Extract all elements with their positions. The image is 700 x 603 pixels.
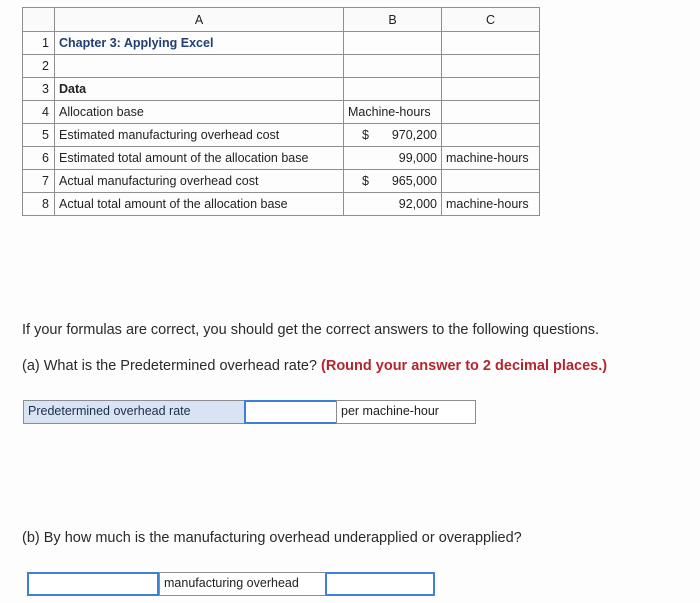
cell-c1	[442, 32, 540, 55]
cell-c2	[442, 55, 540, 78]
row-label-cell: Allocation base	[55, 101, 344, 124]
underapplied-overapplied-select[interactable]	[27, 572, 159, 596]
currency-symbol: $	[362, 128, 369, 142]
column-header-b: B	[344, 8, 442, 32]
cell-c5	[442, 124, 540, 147]
rounding-hint: (Round your answer to 2 decimal places.)	[321, 358, 608, 374]
row-number: 4	[23, 101, 55, 124]
row-number: 5	[23, 124, 55, 147]
instructions-text: If your formulas are correct, you should get the correct answers to the following questions.	[22, 322, 600, 338]
table-row	[23, 55, 540, 78]
predetermined-rate-input[interactable]	[244, 400, 338, 424]
rate-unit-label: per machine-hour	[336, 400, 476, 424]
row-number: 8	[23, 193, 55, 216]
column-header-a: A	[55, 8, 344, 32]
question-a-text: (a) What is the Predetermined overhead rate?	[22, 358, 317, 374]
table-row	[23, 78, 540, 101]
allocation-base-value: Machine-hours	[344, 101, 442, 124]
table-row	[23, 101, 540, 124]
amount: 965,000	[391, 174, 437, 188]
row-label-cell: Actual manufacturing overhead cost	[55, 170, 344, 193]
sheet-title-cell: Chapter 3: Applying Excel	[55, 32, 344, 55]
estimated-base-value: 99,000	[344, 147, 442, 170]
row-label-cell: Estimated manufacturing overhead cost	[55, 124, 344, 147]
question-a	[22, 358, 607, 374]
predetermined-rate-label: Predetermined overhead rate	[23, 400, 245, 424]
table-row	[23, 147, 540, 170]
cell-c7	[442, 170, 540, 193]
excel-data-table	[22, 7, 540, 216]
data-heading-cell: Data	[55, 78, 344, 101]
unit-cell: machine-hours	[442, 147, 540, 170]
estimated-overhead-value	[344, 124, 442, 147]
actual-base-value: 92,000	[344, 193, 442, 216]
row-number: 3	[23, 78, 55, 101]
cell-c4	[442, 101, 540, 124]
cell-b3	[344, 78, 442, 101]
row-label-cell: Actual total amount of the allocation base	[55, 193, 344, 216]
table-row	[23, 32, 540, 55]
table-row	[23, 124, 540, 147]
row-number: 1	[23, 32, 55, 55]
column-header-c: C	[442, 8, 540, 32]
cell-c3	[442, 78, 540, 101]
amount: 970,200	[391, 128, 437, 142]
row-label-cell: Estimated total amount of the allocation base	[55, 147, 344, 170]
question-b: (b) By how much is the manufacturing overhead underapplied or overapplied?	[22, 530, 522, 546]
row-number: 6	[23, 147, 55, 170]
currency-symbol: $	[362, 174, 369, 188]
unit-cell: machine-hours	[442, 193, 540, 216]
actual-overhead-value	[344, 170, 442, 193]
table-row	[23, 170, 540, 193]
cell-b2	[344, 55, 442, 78]
cell-a2	[55, 55, 344, 78]
corner-cell	[23, 8, 55, 32]
table-row	[23, 193, 540, 216]
column-header-row	[23, 8, 540, 32]
cell-b1	[344, 32, 442, 55]
manufacturing-overhead-label: manufacturing overhead	[159, 572, 327, 596]
row-number: 2	[23, 55, 55, 78]
overhead-amount-input[interactable]	[325, 572, 435, 596]
row-number: 7	[23, 170, 55, 193]
